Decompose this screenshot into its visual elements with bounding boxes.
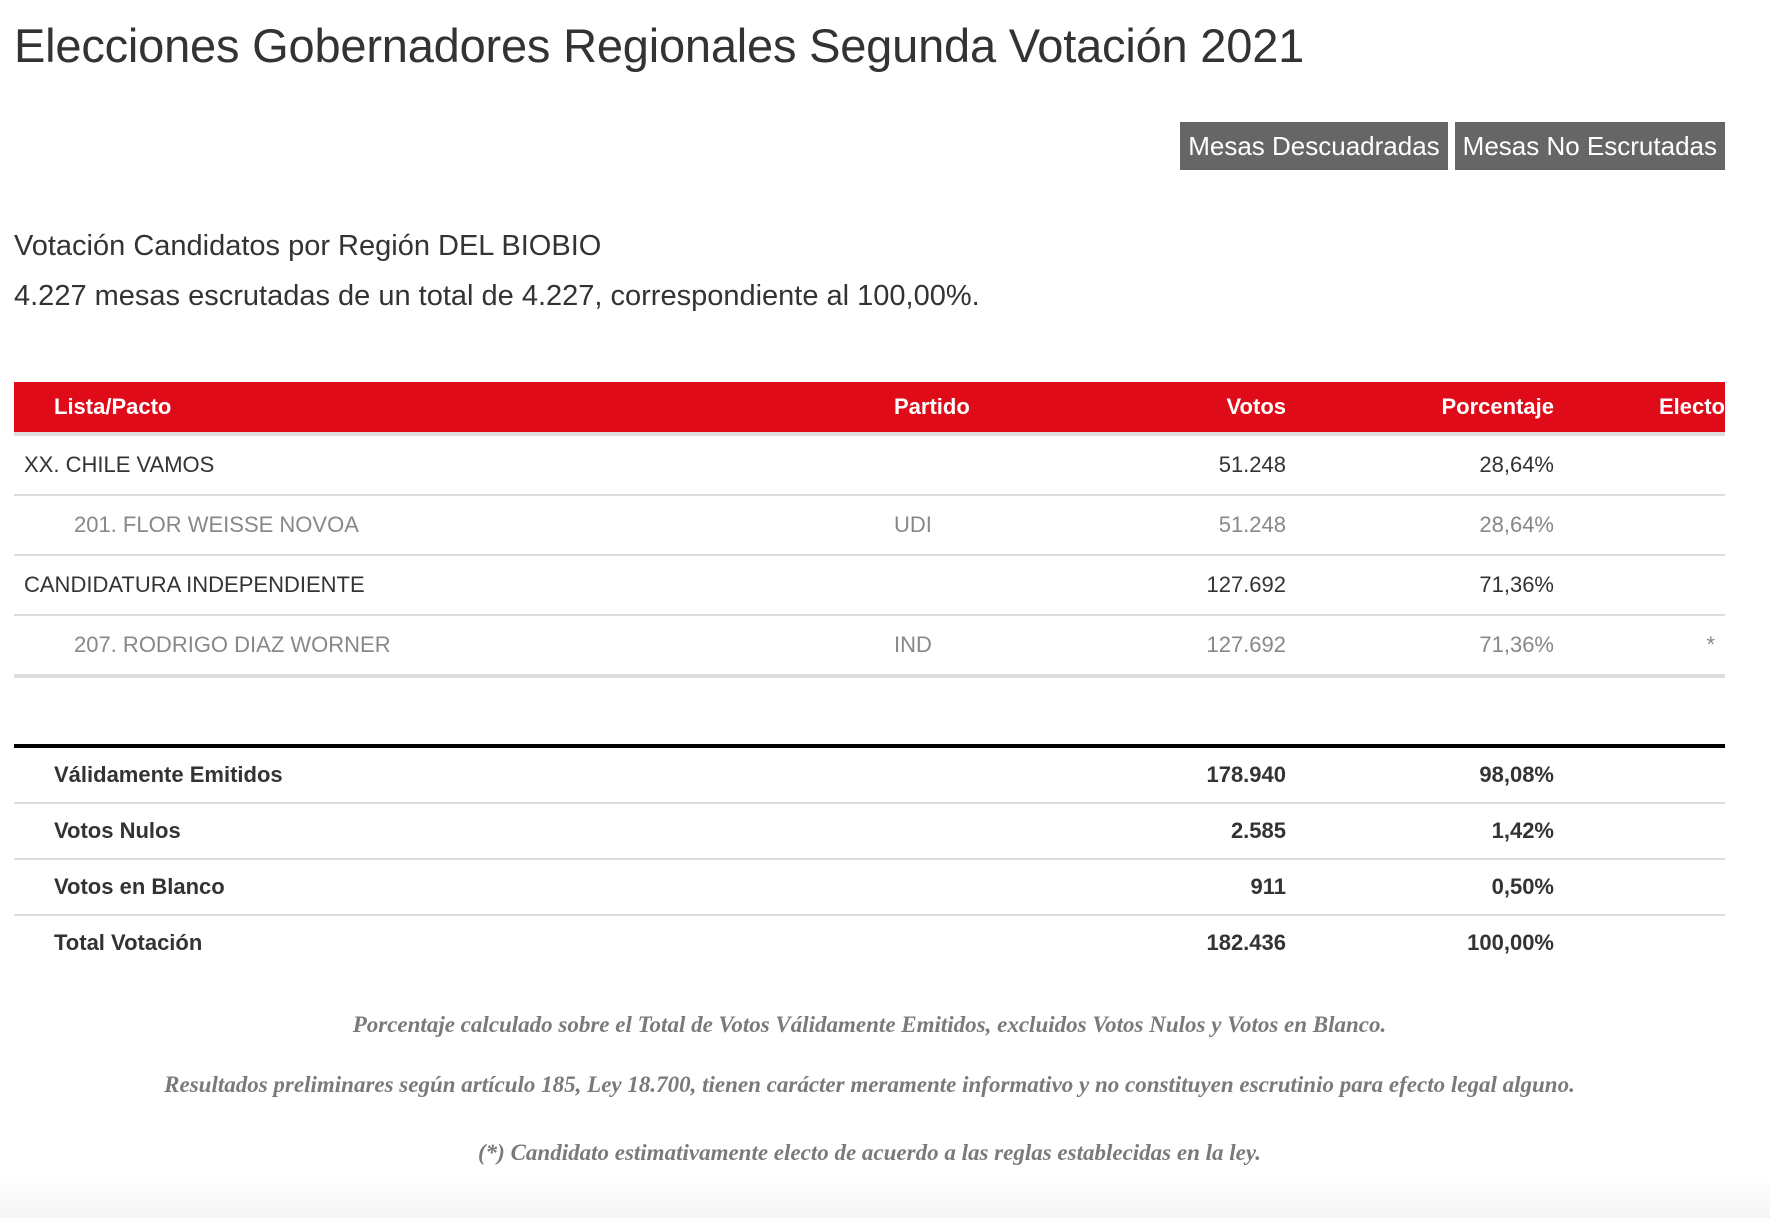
- party-cell: IND: [894, 615, 1094, 676]
- elected-cell: [1554, 555, 1725, 615]
- votes-cell: 51.248: [1094, 434, 1286, 495]
- results-table: [14, 382, 1725, 678]
- totals-votes: 911: [1094, 859, 1286, 915]
- pact-row: [14, 555, 1725, 615]
- candidate-name: 201. FLOR WEISSE NOVOA: [14, 495, 894, 555]
- percentage-cell: 28,64%: [1286, 495, 1554, 555]
- pact-name: CANDIDATURA INDEPENDIENTE: [14, 555, 894, 615]
- totals-empty: [1554, 803, 1725, 859]
- totals-votes: 182.436: [1206, 930, 1286, 955]
- header-porcentaje: Porcentaje: [1286, 382, 1554, 434]
- mesas-summary: 4.227 mesas escrutadas de un total de 4.227, correspondiente al 100,00%.: [14, 280, 980, 312]
- percentage-cell: 71,36%: [1286, 555, 1554, 615]
- totals-empty: [1554, 915, 1725, 970]
- candidate-name: 207. RODRIGO DIAZ WORNER: [14, 615, 894, 676]
- percentage-cell: 71,36%: [1286, 615, 1554, 676]
- totals-row-validos: [14, 746, 1725, 803]
- percentage-cell: 28,64%: [1286, 434, 1554, 495]
- totals-table: [14, 744, 1725, 970]
- votes-cell: 127.692: [1094, 555, 1286, 615]
- totals-label: Total Votación: [54, 930, 203, 955]
- totals-percentage: 98,08%: [1286, 746, 1554, 803]
- pact-row: [14, 434, 1725, 495]
- totals-label: Votos en Blanco: [14, 859, 1094, 915]
- totals-label: Votos Nulos: [14, 803, 1094, 859]
- mesas-descuadradas-button[interactable]: Mesas Descuadradas: [1180, 122, 1447, 170]
- page-title: Elecciones Gobernadores Regionales Segunda Votación 2021: [14, 19, 1305, 72]
- results-header-row: [14, 382, 1725, 434]
- elected-cell: [1554, 434, 1725, 495]
- candidate-row: [14, 495, 1725, 555]
- totals-row-total: [14, 915, 1725, 970]
- footnote-elected: (*) Candidato estimativamente electo de acuerdo a las reglas establecidas en la ley.: [478, 1140, 1261, 1165]
- footnote-legal: Resultados preliminares según artículo 185, Ley 18.700, tienen carácter meramente informativo y no constituyen escrutinio para efecto legal alguno.: [164, 1072, 1575, 1097]
- action-buttons: [1180, 122, 1725, 170]
- totals-label: Válidamente Emitidos: [14, 746, 1094, 803]
- totals-empty: [1554, 746, 1725, 803]
- totals-percentage: 100,00%: [1467, 930, 1554, 955]
- header-votos: Votos: [1094, 382, 1286, 434]
- totals-row-nulos: [14, 803, 1725, 859]
- totals-votes: 178.940: [1094, 746, 1286, 803]
- page-bottom-fade: [0, 1178, 1770, 1218]
- votes-cell: 127.692: [1094, 615, 1286, 676]
- elected-cell: [1554, 495, 1725, 555]
- votes-cell: 51.248: [1094, 495, 1286, 555]
- header-lista-pacto: Lista/Pacto: [14, 382, 894, 434]
- totals-percentage: 1,42%: [1286, 803, 1554, 859]
- header-electo: Electo: [1554, 382, 1725, 434]
- footnotes: [14, 1005, 1725, 1193]
- mesas-no-escrutadas-button[interactable]: Mesas No Escrutadas: [1455, 122, 1725, 170]
- candidate-row: [14, 615, 1725, 676]
- party-cell: [894, 434, 1094, 495]
- header-partido: Partido: [894, 382, 1094, 434]
- totals-votes: 2.585: [1094, 803, 1286, 859]
- totals-percentage: 0,50%: [1286, 859, 1554, 915]
- region-subtitle: Votación Candidatos por Región DEL BIOBIO: [14, 230, 602, 262]
- footnote-percentage: Porcentaje calculado sobre el Total de Votos Válidamente Emitidos, excluidos Votos Nulos y Votos en Blanco.: [352, 1012, 1387, 1037]
- party-cell: UDI: [894, 495, 1094, 555]
- elected-marker: *: [1554, 615, 1725, 676]
- totals-empty: [1554, 859, 1725, 915]
- totals-row-blanco: [14, 859, 1725, 915]
- party-cell: [894, 555, 1094, 615]
- pact-name: XX. CHILE VAMOS: [14, 434, 894, 495]
